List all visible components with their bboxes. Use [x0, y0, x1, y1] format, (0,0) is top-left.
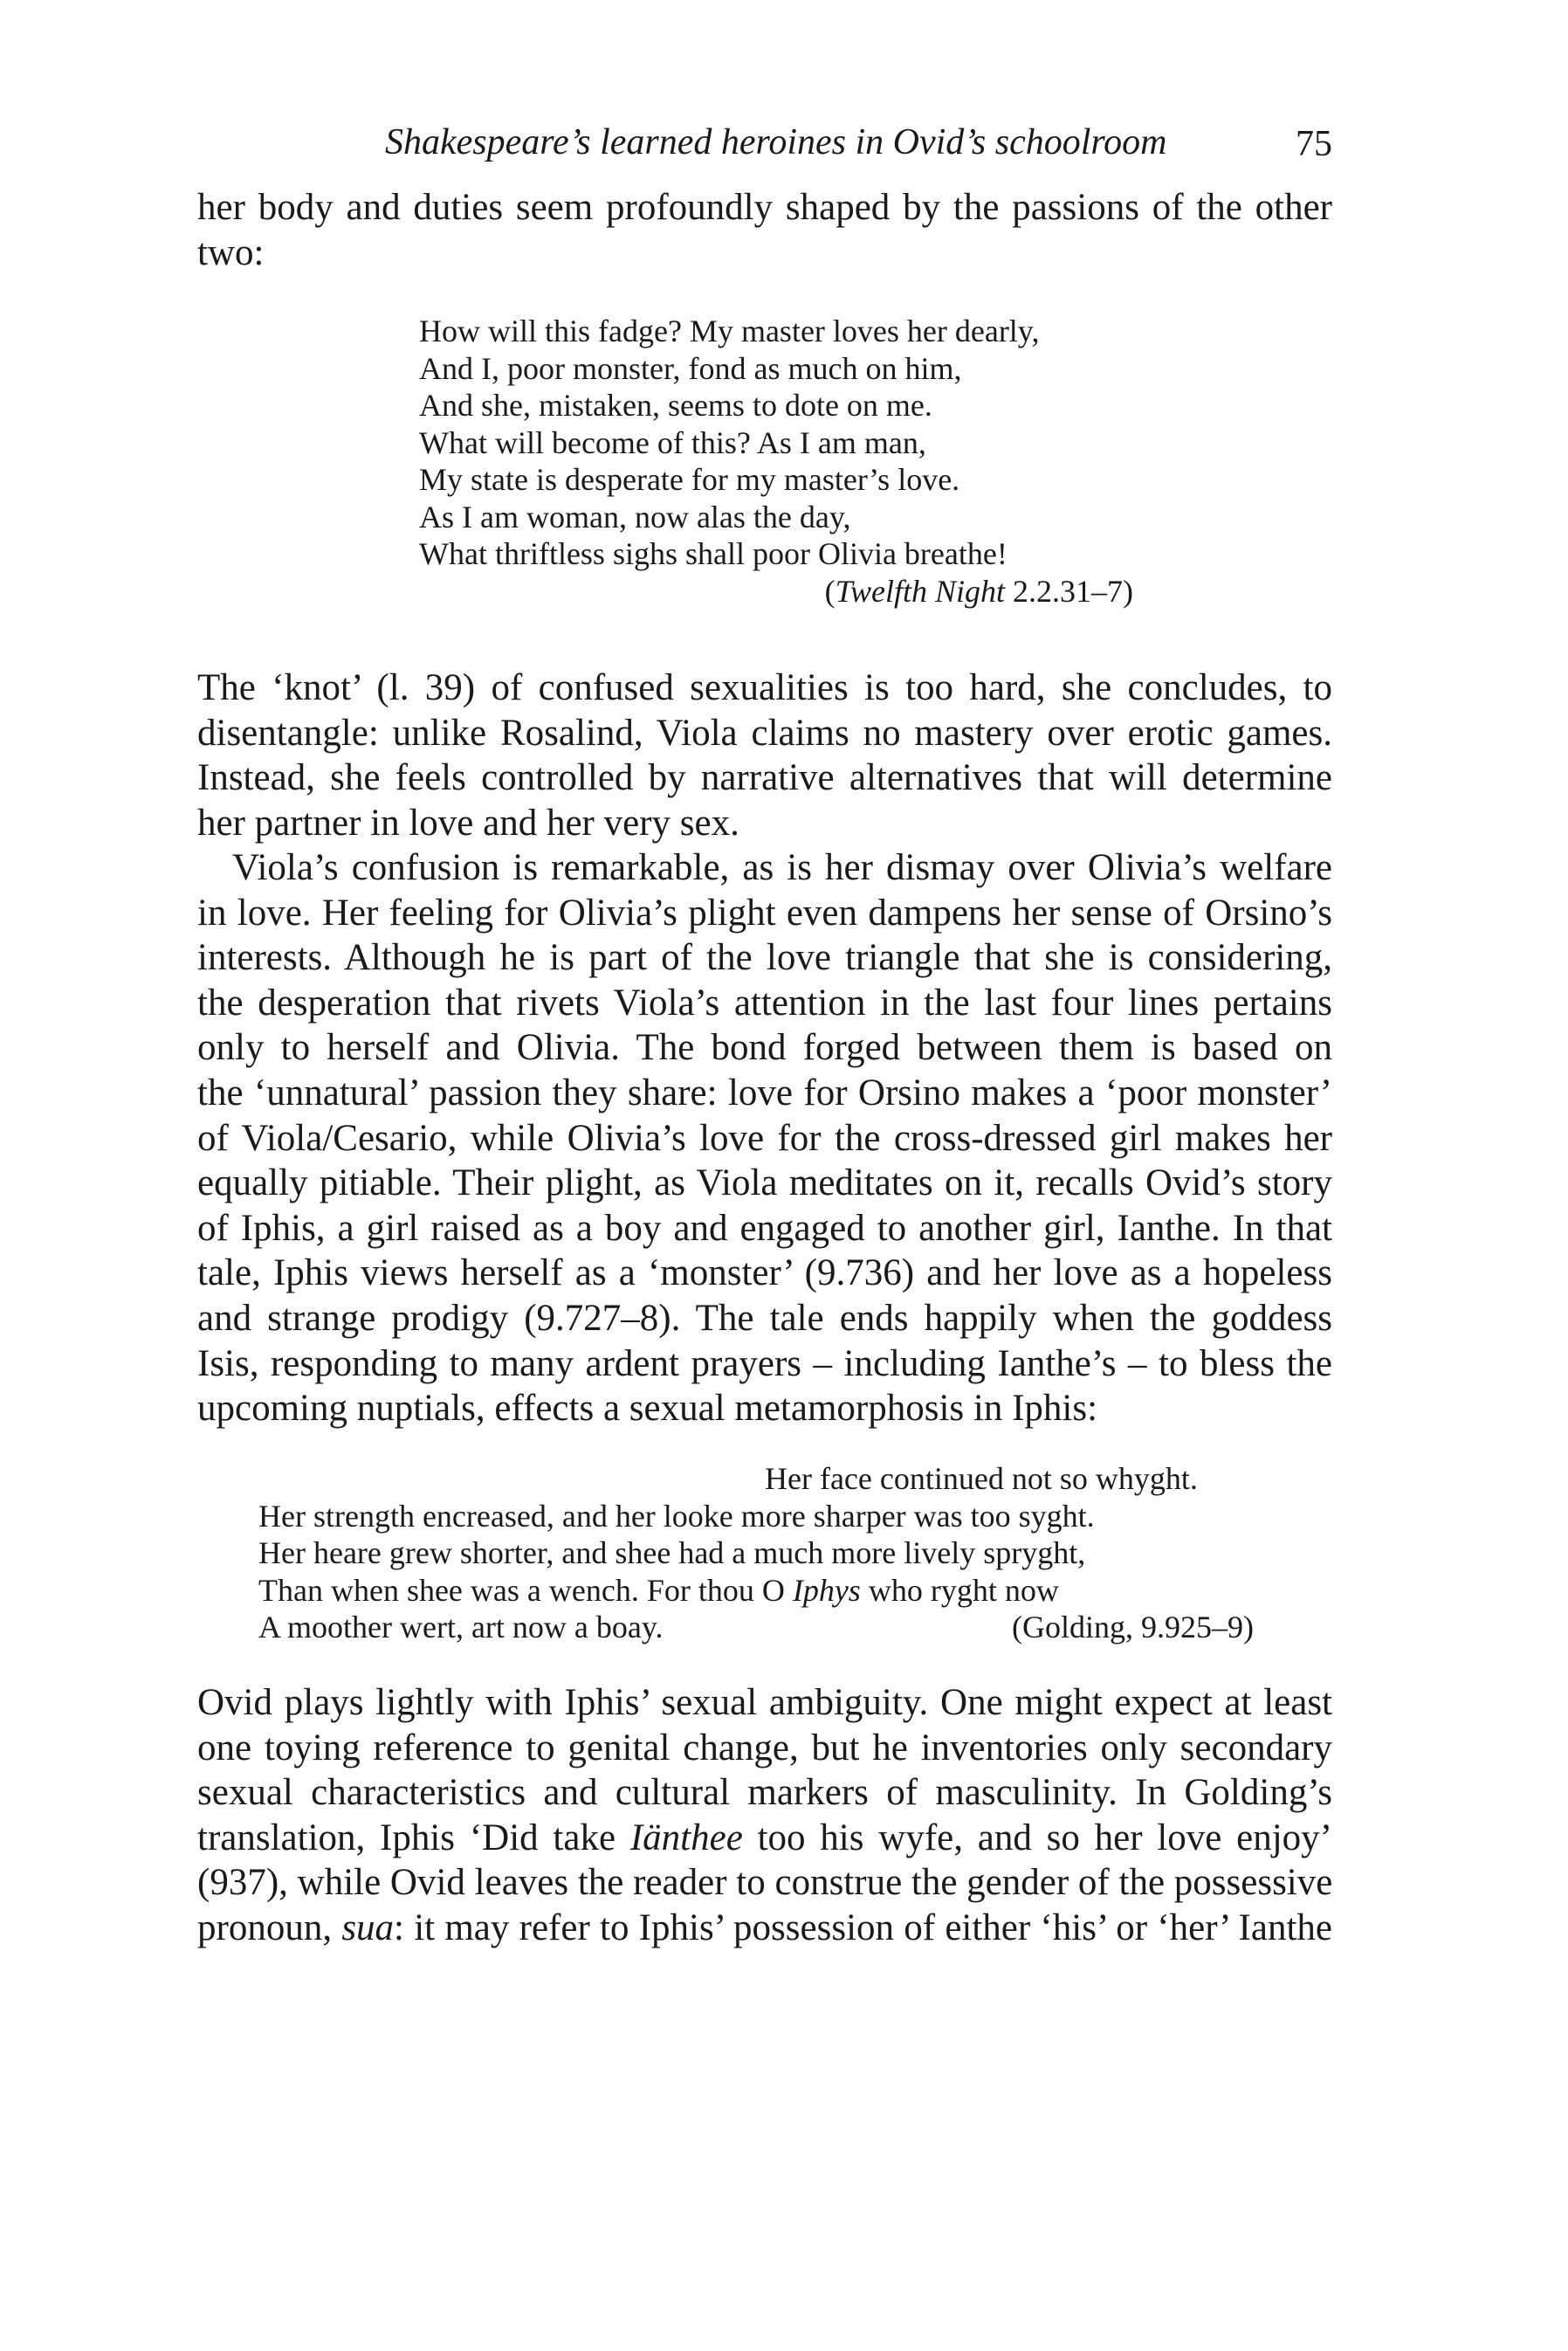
text-line: The ‘knot’ (l. 39) of confused sexualities is too hard, she concludes, to	[197, 667, 1332, 708]
text-line: upcoming nuptials, effects a sexual metamorphosis in Iphis:	[197, 1388, 1098, 1430]
text-line: of Viola/Cesario, while Olivia’s love for the cross-dressed girl makes her	[197, 1117, 1332, 1159]
text-line: pronoun, sua: it may refer to Iphis’ possession of either ‘his’ or ‘her’ Ianthe	[197, 1906, 1332, 1948]
text-line: Isis, responding to many ardent prayers – including Ianthe’s – to bless the	[197, 1342, 1332, 1384]
verse-line: My state is desperate for my master’s love.	[419, 462, 960, 497]
running-head	[197, 121, 1332, 173]
text-line: of Iphis, a girl raised as a boy and engaged to another girl, Ianthe. In that	[197, 1207, 1332, 1249]
text-line: the ‘unnatural’ passion they share: love for Orsino makes a ‘poor monster’	[197, 1072, 1332, 1113]
text-line: disentangle: unlike Rosalind, Viola claims no mastery over erotic games.	[197, 712, 1332, 754]
text-line: her body and duties seem profoundly shaped by the passions of the other	[197, 187, 1332, 228]
verse-line: How will this fadge? My master loves her dearly,	[419, 314, 1040, 348]
paragraph-1	[197, 185, 1332, 275]
text-line: in love. Her feeling for Olivia’s plight even dampens her sense of Orsino’s	[197, 892, 1332, 934]
text-line: two:	[197, 231, 265, 273]
text-line: tale, Iphis views herself as a ‘monster’ (9.736) and her love as a hopeless	[197, 1252, 1332, 1294]
verse-line: Her strength encreased, and her looke more sharper was too syght.	[258, 1498, 1095, 1534]
verse-quotation-twelfth-night	[419, 313, 1133, 610]
quotation-citation: (Golding, 9.925–9)	[1012, 1610, 1254, 1644]
text-line: Instead, she feels controlled by narrative alternatives that will determine	[197, 757, 1332, 799]
verse-line: Than when shee was a wench. For thou O Iphys who ryght now	[258, 1572, 1059, 1608]
verse-line: Her face continued not so whyght.	[765, 1461, 1198, 1496]
verse-line: A moother wert, art now a boay.	[258, 1610, 664, 1644]
text-line: one toying reference to genital change, but he inventories only secondary	[197, 1727, 1332, 1768]
page-number: 75	[1296, 124, 1332, 164]
running-title: Shakespeare’s learned heroines in Ovid’s schoolroom	[385, 122, 1167, 162]
text-line: her partner in love and her very sex.	[197, 802, 739, 844]
text-line: and strange prodigy (9.727–8). The tale ends happily when the goddess	[197, 1297, 1332, 1339]
text-line: sexual characteristics and cultural markers of masculinity. In Golding’s	[197, 1772, 1332, 1814]
text-line: (937), while Ovid leaves the reader to construe the gender of the possessive	[197, 1862, 1332, 1904]
verse-quotation-golding	[258, 1460, 1254, 1646]
text-line: Viola’s confusion is remarkable, as is her dismay over Olivia’s welfare	[232, 847, 1332, 888]
text-line: only to herself and Olivia. The bond forged between them is based on	[197, 1027, 1332, 1069]
verse-line: What will become of this? As I am man,	[419, 424, 926, 460]
quotation-citation: (Twelfth Night 2.2.31–7)	[824, 573, 1133, 609]
paragraph-2	[197, 665, 1332, 845]
text-line: the desperation that rivets Viola’s attention in the last four lines pertains	[197, 982, 1332, 1024]
verse-line: And I, poor monster, fond as much on him,	[419, 350, 962, 386]
paragraph-3	[197, 845, 1332, 1431]
text-line: interests. Although he is part of the love triangle that she is considering,	[197, 937, 1332, 979]
verse-line: What thriftless sighs shall poor Olivia breathe!	[419, 536, 1008, 571]
verse-line: Her heare grew shorter, and shee had a much more lively spryght,	[258, 1535, 1086, 1570]
paragraph-4	[197, 1680, 1332, 1951]
text-line: Ovid plays lightly with Iphis’ sexual ambiguity. One might expect at least	[197, 1682, 1332, 1723]
verse-line: As I am woman, now alas the day,	[419, 499, 851, 534]
text-line: equally pitiable. Their plight, as Viola meditates on it, recalls Ovid’s story	[197, 1162, 1332, 1204]
verse-line: And she, mistaken, seems to dote on me.	[419, 388, 932, 423]
text-line: translation, Iphis ‘Did take Iänthee too his wyfe, and so her love enjoy’	[197, 1817, 1332, 1858]
verse-line-with-citation	[258, 1609, 1254, 1646]
